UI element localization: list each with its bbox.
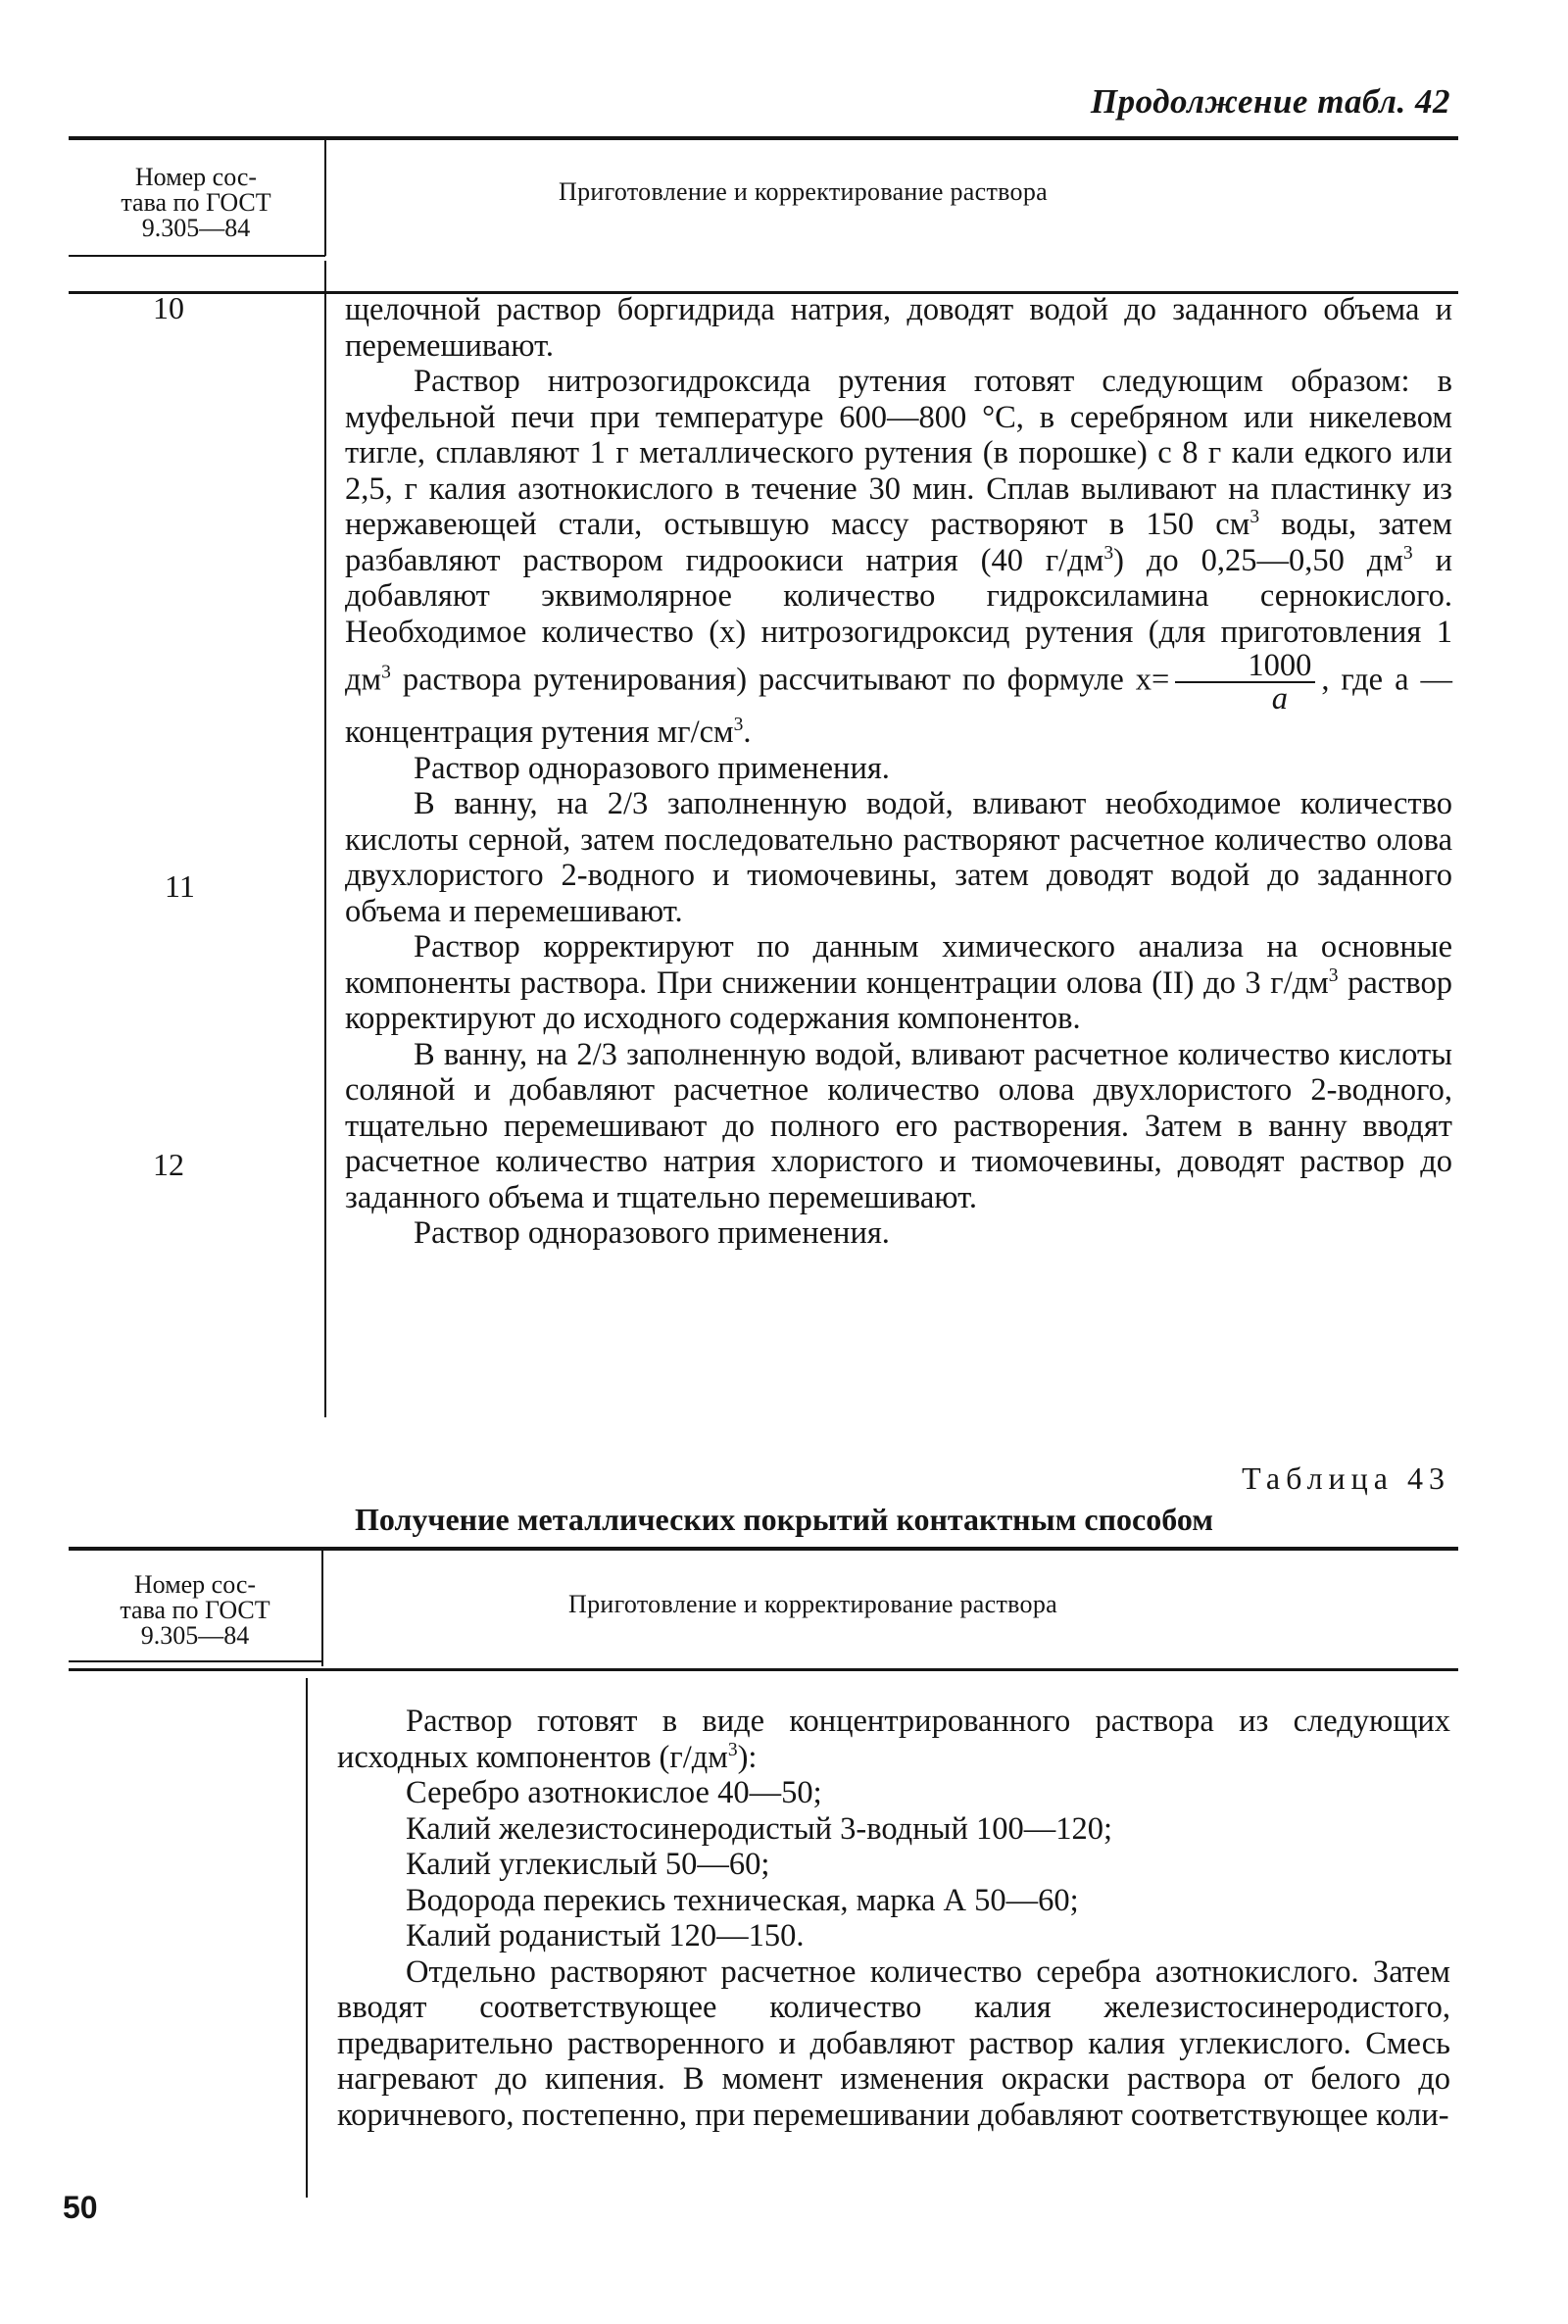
paragraph-5: Раствор корректируют по данным химического анализа на основные компоненты раствора. При снижении концентрации олова (II) до 3 $г/дм^3$ раствор корректируют до исходного содержания компонентов. xyxy=(345,929,1452,1036)
table42-header-left xyxy=(69,165,323,241)
paragraph-1: щелочной раствор боргидрида натрия, доводят водой до заданного объема и перемешивают. xyxy=(345,292,1452,364)
paragraph-2: Раствор нитрозогидроксида рутения готовят следующим образом: в муфельной печи при температуре 600—800 °С, в серебряном или никелевом тигле, сплавляют 1 г металлического рутения (в порошке) с 8 г кали едкого или 2,5, г калия азотнокислого в течение 30 мин. Сплав выливают на пластинку из нержавеющей стали, остывшую массу растворяют в 150 $см^3$ воды, затем разбавляют раствором гидроокиси натрия (40 $г/дм^3$) до 0,25—0,50 $дм^3$ и добавляют эквимолярное количество гидроксиламина сернокислого. Необходимое количество (x) нитрозогидроксид рутения (для приготовления 1 $дм^3$ раствора рутенирования) рассчитывают по формуле x= $\frac{1000}{a}$ , где a — концентрация рутения $мг/см^3$. xyxy=(345,364,1452,750)
table42-header-left-underline xyxy=(69,255,325,257)
table43-top-rule xyxy=(69,1547,1458,1551)
table43-body xyxy=(337,1704,1450,2133)
t43-header-left-line3: 9.305—84 xyxy=(140,1621,250,1650)
table43-header-left xyxy=(69,1572,321,1649)
component-item: Калий железистосинеродистый 3-водный 100—120; xyxy=(406,1810,1112,1847)
component-item: Калий роданистый 120—150. xyxy=(406,1918,805,1953)
table42-header-divider xyxy=(324,140,326,256)
table42-header-right: Приготовление и корректирование раствора xyxy=(559,177,1048,206)
t43-header-left-line2: тава по ГОСТ xyxy=(120,1596,270,1624)
table43-caption: Получение металлических покрытий контактным способом xyxy=(355,1502,1213,1537)
paragraph-6: В ванну, на 2/3 заполненную водой, вливают расчетное количество кислоты соляной и добавляют расчетное количество олова двухлористого 2-водного, тщательно перемешивают до полного его растворения. Затем в ванну вводят расчетное количество натрия хлористого и тиомочевины, доводят раствор до заданного объема и тщательно перемешивают. xyxy=(345,1036,1452,1215)
paragraph-4: В ванну, на 2/3 заполненную водой, вливают необходимое количество кислоты серной, затем последовательно растворяют расчетное количество олова двухлористого 2-водного и тиомочевины, затем доводят водой до заданного объема и перемешивают. xyxy=(345,786,1452,929)
table43-header-divider xyxy=(321,1551,323,1666)
formula-fraction: $\frac{1000}{a}$ xyxy=(1175,650,1315,715)
t43-intro: Раствор готовят в виде концентрированного раствора из следующих исходных компонентов $(г/дм^3)$: xyxy=(337,1704,1450,1775)
component-item: Калий углекислый 50—60; xyxy=(406,1847,770,1882)
continuation-title: Продолжение табл. 42 xyxy=(1090,82,1450,121)
table43-column-divider xyxy=(306,1678,308,2198)
t43-header-left-line1: Номер сос- xyxy=(133,1570,257,1599)
header-left-line3: 9.305—84 xyxy=(141,214,251,242)
header-left-line2: тава по ГОСТ xyxy=(121,188,271,217)
component-item: Водорода перекись техническая, марка А 50—60; xyxy=(406,1882,1079,1918)
header-left-line1: Номер сос- xyxy=(134,163,258,191)
table43-header-left-underline xyxy=(69,1660,323,1662)
table42-body xyxy=(345,292,1452,1252)
table43-header-right: Приготовление и корректирование раствора xyxy=(568,1590,1057,1618)
table42-top-rule xyxy=(69,136,1458,140)
paragraph-3: Раствор одноразового применения. xyxy=(414,750,890,786)
row-number-12: 12 xyxy=(153,1147,184,1182)
table43-header-bottom-rule xyxy=(69,1668,1458,1671)
table43-label: Таблица 43 xyxy=(1242,1460,1450,1496)
component-item: Серебро азотнокислое 40—50; xyxy=(406,1775,822,1810)
t43-paragraph-2: Отдельно растворяют расчетное количество серебра азотнокислого. Затем вводят соответствующее количество калия железистосинеродистого, предварительно растворенного и добавляют раствор калия углекислого. Смесь нагревают до кипения. В момент изменения окраски раствора от белого до коричневого, постепенно, при перемешивании добавляют соответствующее коли- xyxy=(337,1953,1450,2133)
page-number: 50 xyxy=(63,2190,98,2225)
row-number-11: 11 xyxy=(165,868,195,904)
table42-column-divider xyxy=(324,261,326,1417)
row-number-10: 10 xyxy=(153,290,184,325)
paragraph-7: Раствор одноразового применения. xyxy=(414,1215,890,1251)
